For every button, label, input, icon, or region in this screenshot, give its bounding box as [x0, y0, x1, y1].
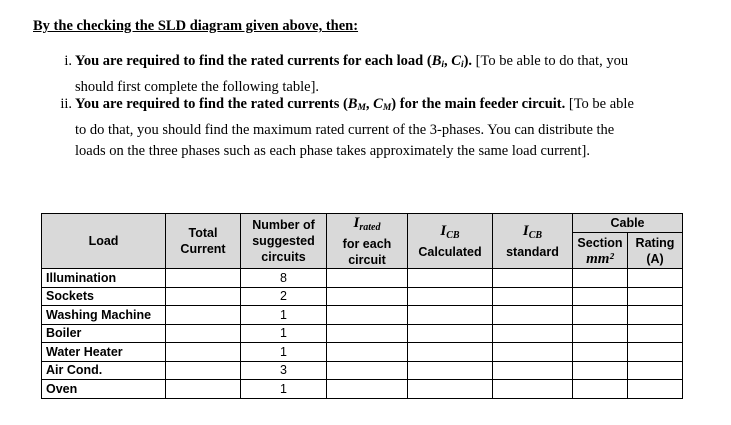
header-total-current: Total Current	[166, 214, 241, 269]
row-irated[interactable]	[327, 361, 408, 380]
row-irated[interactable]	[327, 343, 408, 362]
header-icb-standard	[493, 214, 573, 269]
math-subscript: M	[382, 103, 392, 113]
row-load-name[interactable]: Sockets	[42, 287, 166, 306]
item-text: [To be able to do that, you should find the maximum rated current of the 3-phases. You can distribute the loads on the three phases such as each phase takes approximately the same load current].	[75, 96, 634, 159]
row-total-current[interactable]	[166, 269, 241, 288]
row-num-circuits[interactable]: 1	[241, 306, 327, 325]
row-total-current[interactable]	[166, 380, 241, 399]
item-text: [To be able to do that, you should first complete the following table].	[75, 53, 629, 95]
row-load-name[interactable]: Illumination	[42, 269, 166, 288]
row-load-name[interactable]: Boiler	[42, 324, 166, 343]
item-bold-end: ) for the main feeder circuit.	[391, 96, 566, 112]
row-num-circuits[interactable]: 1	[241, 324, 327, 343]
header-irated	[327, 214, 408, 269]
header-text: Rating	[635, 235, 675, 250]
header-unit: mm²	[586, 250, 614, 267]
row-icb-calculated[interactable]	[408, 380, 493, 399]
row-total-current[interactable]	[166, 287, 241, 306]
row-num-circuits[interactable]: 1	[241, 343, 327, 362]
table-body	[42, 269, 683, 399]
header-sub: rated	[359, 221, 381, 233]
section-heading: By the checking the SLD diagram given above, then:	[33, 18, 359, 34]
row-cable-section[interactable]	[573, 269, 628, 288]
row-load-name[interactable]: Oven	[42, 380, 166, 399]
header-cable: Cable	[573, 214, 683, 233]
row-num-circuits[interactable]: 3	[241, 361, 327, 380]
item-bold-end: ).	[463, 53, 473, 69]
row-total-current[interactable]	[166, 324, 241, 343]
row-cable-rating[interactable]	[628, 306, 683, 325]
table-row	[42, 361, 683, 380]
row-cable-rating[interactable]	[628, 324, 683, 343]
row-icb-calculated[interactable]	[408, 306, 493, 325]
row-icb-standard[interactable]	[493, 361, 573, 380]
row-irated[interactable]	[327, 306, 408, 325]
row-num-circuits[interactable]: 8	[241, 269, 327, 288]
math-subscript: i	[441, 60, 445, 70]
row-irated[interactable]	[327, 269, 408, 288]
row-cable-rating[interactable]	[628, 380, 683, 399]
row-cable-rating[interactable]	[628, 343, 683, 362]
row-cable-rating[interactable]	[628, 269, 683, 288]
row-cable-rating[interactable]	[628, 361, 683, 380]
row-icb-calculated[interactable]	[408, 361, 493, 380]
row-num-circuits[interactable]: 1	[241, 380, 327, 399]
row-num-circuits[interactable]: 2	[241, 287, 327, 306]
math-symbol-c: C	[373, 96, 383, 112]
row-icb-standard[interactable]	[493, 306, 573, 325]
row-icb-standard[interactable]	[493, 380, 573, 399]
header-var: I	[440, 222, 447, 239]
math-separator: ,	[444, 53, 452, 69]
header-load: Load	[42, 214, 166, 269]
header-text: for each circuit	[342, 236, 392, 267]
row-icb-standard[interactable]	[493, 324, 573, 343]
row-icb-standard[interactable]	[493, 343, 573, 362]
row-irated[interactable]	[327, 324, 408, 343]
header-icb-calculated	[408, 214, 493, 269]
math-subscript: M	[357, 103, 366, 113]
row-load-name[interactable]: Air Cond.	[42, 361, 166, 380]
row-icb-calculated[interactable]	[408, 287, 493, 306]
row-cable-section[interactable]	[573, 343, 628, 362]
math-subscript: i	[460, 60, 464, 70]
header-unit: (A)	[646, 251, 664, 266]
row-irated[interactable]	[327, 287, 408, 306]
table-row	[42, 380, 683, 399]
row-irated[interactable]	[327, 380, 408, 399]
header-text: Calculated	[418, 244, 482, 259]
item-bold-text: You are required to find the rated currents for each load (	[75, 53, 432, 69]
row-total-current[interactable]	[166, 343, 241, 362]
header-var: I	[353, 214, 360, 231]
header-rating	[628, 233, 683, 269]
header-text: standard	[506, 244, 559, 259]
row-cable-rating[interactable]	[628, 287, 683, 306]
header-var: I	[522, 222, 529, 239]
math-symbol-b: B	[431, 53, 442, 69]
math-separator: ,	[365, 96, 374, 112]
row-load-name[interactable]: Water Heater	[42, 343, 166, 362]
row-icb-standard[interactable]	[493, 269, 573, 288]
item-marker: i.	[64, 53, 72, 69]
header-sub: CB	[446, 229, 460, 241]
header-section	[573, 233, 628, 269]
row-cable-section[interactable]	[573, 361, 628, 380]
row-total-current[interactable]	[166, 306, 241, 325]
header-num-circuits: Number of suggested circuits	[241, 214, 327, 269]
row-cable-section[interactable]	[573, 287, 628, 306]
table-row	[42, 306, 683, 325]
row-icb-standard[interactable]	[493, 287, 573, 306]
row-icb-calculated[interactable]	[408, 269, 493, 288]
table-row	[42, 343, 683, 362]
math-symbol-b: B	[347, 96, 358, 112]
math-symbol-c: C	[451, 53, 461, 69]
row-cable-section[interactable]	[573, 306, 628, 325]
row-icb-calculated[interactable]	[408, 343, 493, 362]
row-cable-section[interactable]	[573, 324, 628, 343]
row-total-current[interactable]	[166, 361, 241, 380]
table-row	[42, 269, 683, 288]
header-text: Section	[577, 235, 623, 250]
row-cable-section[interactable]	[573, 380, 628, 399]
row-load-name[interactable]: Washing Machine	[42, 306, 166, 325]
load-table	[41, 213, 683, 399]
table-row	[42, 324, 683, 343]
table-row	[42, 287, 683, 306]
row-icb-calculated[interactable]	[408, 324, 493, 343]
header-sub: CB	[528, 229, 543, 241]
instruction-item-1	[64, 51, 645, 98]
instruction-item-2	[60, 94, 645, 163]
item-bold-text: You are required to find the rated currents (	[75, 96, 348, 112]
item-marker: ii.	[60, 96, 72, 112]
